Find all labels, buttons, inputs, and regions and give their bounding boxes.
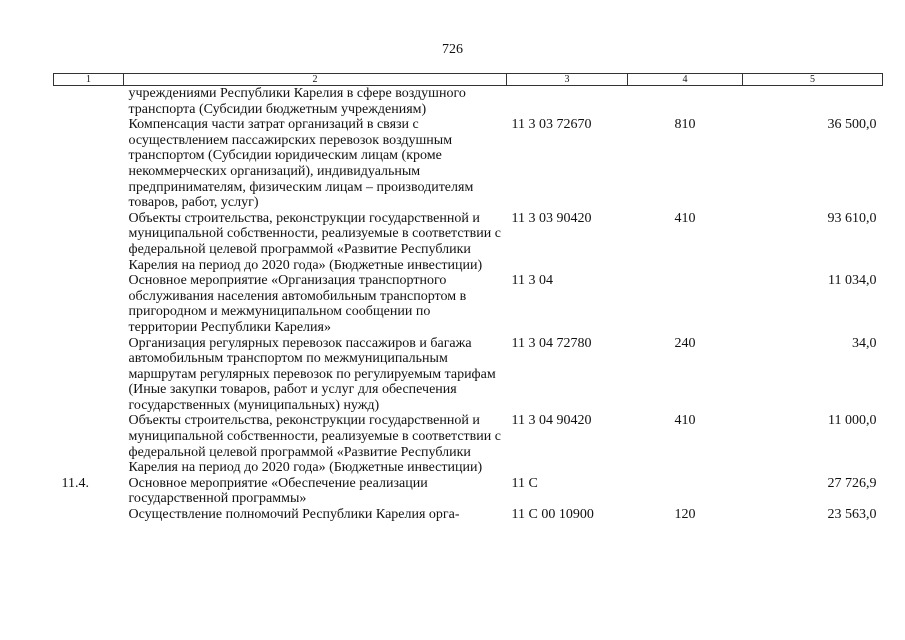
row-number — [54, 413, 124, 475]
row-number — [54, 211, 124, 273]
row-code: 11 3 04 90420 — [511, 413, 592, 429]
column-header-4: 4 — [628, 74, 743, 86]
table-body — [54, 86, 883, 523]
row-code: 11 3 04 72780 — [511, 335, 592, 351]
table-row — [54, 211, 883, 273]
row-amount: 11 000,0 — [828, 413, 877, 429]
row-number — [54, 86, 124, 118]
column-header-5: 5 — [743, 74, 883, 86]
row-expense-type: 120 — [674, 507, 696, 523]
row-name: Объекты строительства, реконструкции государственной и муниципальной собственности, реализуемые в соответствии с федеральной целевой программой «Развитие Республики Карелия на период до 2020 года» (Бюджетные инвестиции) — [128, 210, 501, 273]
table-row — [54, 507, 883, 523]
row-code: 11 С — [511, 475, 538, 491]
column-header-2: 2 — [124, 74, 507, 86]
row-number — [54, 273, 124, 335]
row-name: Объекты строительства, реконструкции государственной и муниципальной собственности, реализуемые в соответствии с федеральной целевой программой «Развитие Республики Карелия на период до 2020 года» (Бюджетные инвестиции) — [128, 413, 501, 476]
row-expense-type: 810 — [674, 117, 696, 133]
row-name: Основное мероприятие «Обеспечение реализации государственной программы» — [128, 475, 428, 507]
column-header-3: 3 — [507, 74, 628, 86]
row-amount: 27 726,9 — [827, 475, 877, 491]
column-header-1: 1 — [54, 74, 124, 86]
row-number — [54, 507, 124, 523]
row-amount: 34,0 — [852, 335, 877, 351]
row-amount: 36 500,0 — [827, 117, 877, 133]
row-number: 11.4. — [61, 475, 89, 491]
row-name: Организация регулярных перевозок пассажиров и багажа автомобильным транспортом по межмуниципальным маршрутам регулярных перевозок по регулируемым тарифам (Иные закупки товаров, работ и услуг для обеспечения государственных (муниципальных) нужд) — [128, 335, 496, 413]
table-row — [54, 476, 883, 507]
row-expense-type — [628, 273, 743, 335]
row-expense-type — [628, 476, 743, 507]
page-number: 726 — [442, 42, 463, 57]
table-row — [54, 273, 883, 335]
row-name: Компенсация части затрат организаций в связи с осуществлением пассажирских перевозок воздушным транспортом (Субсидии юридическим лицам (кроме некоммерческих организаций), индивидуальным предпринимателям, физическим лицам – производителям товаров, работ, услуг) — [128, 117, 474, 211]
row-name: Основное мероприятие «Организация транспортного обслуживания населения автомобильным транспортом в пригородном и межмуниципальном сообщении по территории Республики Карелия» — [128, 273, 467, 335]
row-name: Осуществление полномочий Республики Карелия орга- — [128, 507, 460, 523]
row-amount: 23 563,0 — [827, 507, 877, 523]
row-code: 11 3 03 72670 — [511, 117, 592, 133]
row-expense-type: 240 — [674, 335, 696, 351]
table-header — [54, 74, 883, 86]
table-row — [54, 336, 883, 414]
row-name: учреждениями Республики Карелия в сфере воздушного транспорта (Субсидии бюджетным учреждениям) — [128, 86, 466, 117]
table-row — [54, 117, 883, 211]
row-number — [54, 336, 124, 414]
budget-table — [53, 73, 883, 523]
row-expense-type — [628, 86, 743, 118]
row-code: 11 С 00 10900 — [511, 507, 594, 523]
row-expense-type: 410 — [674, 413, 696, 429]
row-code: 11 3 04 — [511, 273, 553, 289]
row-expense-type: 410 — [674, 210, 696, 226]
row-amount: 93 610,0 — [827, 210, 877, 226]
row-amount — [743, 86, 883, 118]
row-number — [54, 117, 124, 211]
row-amount: 11 034,0 — [828, 273, 877, 289]
row-code — [507, 86, 628, 118]
row-code: 11 3 03 90420 — [511, 210, 592, 226]
table-row — [54, 413, 883, 475]
table-row — [54, 86, 883, 118]
header-row — [54, 74, 883, 86]
